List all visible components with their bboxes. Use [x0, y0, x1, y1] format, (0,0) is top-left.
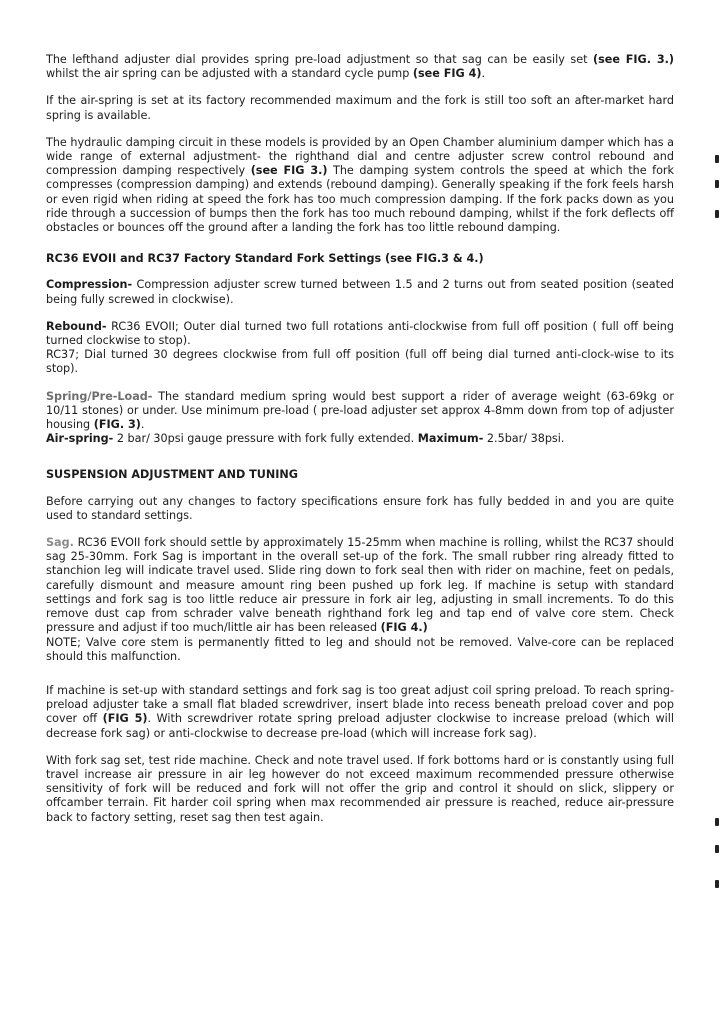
scan-edge-mark	[715, 155, 719, 163]
figure-reference: (see FIG 4)	[412, 67, 482, 81]
text: Compression adjuster screw turned between 1.5 and 2 turns out from seated position (seated being fully screwed in clockwise).	[46, 278, 674, 306]
text: The hydraulic damping circuit in these models is provided by an Open Chamber aluminium damper which has a wide range of external adjustment- the righthand dial and centre adjuster screw control rebound and compression damping respectively	[46, 135, 674, 178]
compression-setting	[46, 278, 674, 306]
text: The standard medium spring would best support a rider of average weight (63-69kg or 10/11 stones) or under. Use minimum pre-load ( pre-load adjuster set approx 4-8mm down from top of adjuster housing	[46, 389, 674, 432]
rebound-setting-rc37: RC37; Dial turned 30 degrees clockwise from full off position (full off being dial turned anti-clock-wise to its stop).	[46, 348, 674, 376]
setting-label: Spring/Pre-Load-	[46, 389, 153, 403]
figure-reference: (FIG 4.)	[380, 621, 428, 635]
figure-reference: (see FIG. 3.)	[592, 53, 674, 66]
setting-label: Air-spring-	[46, 432, 114, 446]
paragraph-sag	[46, 536, 674, 635]
text: RC36 EVOII fork should settle by approximately 15-25mm when machine is rolling, whilst the RC37 should sag 25-30mm. Fork Sag is important in the overall set-up of the fork. The small rubber ring already fitted to stanchion leg will indicate travel used. Slide ring down to fork seal then with rider on machine, feet on pedals, carefully dismount and measure amount ring been pushed up fork leg. If machine is setup with standard settings and fork sag is too little reduce air pressure in fork air leg, adjusting in small increments. To do this remove dust cap from schrader valve beneath righthand fork leg and tap end of valve core stem. Check pressure and adjust if too much/little air has been released	[46, 536, 674, 635]
figure-reference: (FIG 5)	[102, 712, 148, 726]
air-spring-setting	[46, 432, 674, 446]
text: whilst the air spring can be adjusted with a standard cycle pump	[46, 67, 413, 81]
tuning-heading: SUSPENSION ADJUSTMENT AND TUNING	[46, 468, 298, 482]
text: .	[140, 418, 145, 432]
text: .	[481, 67, 486, 81]
text: 2 bar/ 30psi gauge pressure with fork fully extended.	[113, 432, 418, 446]
paragraph-test-ride: With fork sag set, test ride machine. Check and note travel used. If fork bottoms hard or is constantly using full travel increase air pressure in air leg however do not exceed maximum recommended pressure otherwise sensitivity of fork will be reduced and fork will not offer the grip and control it should on slick, slippery or offcamber terrain. Fit harder coil spring when max recommended air pressure is reached, reduce air-pressure back to factory setting, reset sag then test again.	[46, 753, 674, 824]
paragraph-aftermarket-spring: If the air-spring is set at its factory recommended maximum and the fork is still too soft an after-market hard spring is available.	[46, 94, 674, 122]
figure-reference: (FIG. 3)	[93, 418, 141, 432]
figure-reference: (see FIG 3.)	[250, 164, 328, 178]
paragraph-coil-preload	[46, 684, 674, 741]
scan-edge-mark	[715, 210, 719, 218]
setting-label: Compression-	[46, 278, 133, 292]
paragraph-preload-adjustment	[46, 53, 674, 81]
setting-label: Maximum-	[417, 432, 484, 446]
spring-preload-setting	[46, 390, 674, 433]
text: RC36 EVOII; Outer dial turned two full rotations anti-clockwise from full off position ( full off being turned clockwise to stop).	[46, 319, 674, 348]
text: The damping system controls the speed at which the fork compresses (compression damping) and extends (rebound damping). Generally speaking if the fork feels harsh or even rigid when riding at speed the fork has too much compression damping. If the fork packs down as you ride through a succession of bumps then the fork has too much rebound damping, whilst if the fork deflects off obstacles or bounces off the ground after a landing the fork has too little rebound damping.	[46, 164, 674, 235]
scan-edge-mark	[715, 880, 719, 888]
paragraph-note: NOTE; Valve core stem is permanently fitted to leg and should not be removed. Valve-core can be replaced should this malfunction.	[46, 635, 674, 663]
paragraph-before-changes: Before carrying out any changes to factory specifications ensure fork has fully bedded in and you are quite used to standard settings.	[46, 494, 674, 522]
scan-edge-mark	[715, 818, 719, 826]
text: . With screwdriver rotate spring preload adjuster clockwise to increase preload (which will decrease fork sag) or anti-clockwise to decrease pre-load (which will increase fork sag).	[46, 712, 674, 740]
settings-heading: RC36 EVOII and RC37 Factory Standard Fork Settings (see FIG.3 & 4.)	[46, 252, 484, 266]
document-page	[46, 53, 674, 838]
section-label: Sag.	[46, 536, 74, 550]
text: The lefthand adjuster dial provides spring pre-load adjustment so that sag can be easily set	[46, 53, 593, 66]
paragraph-hydraulic-damping	[46, 136, 674, 235]
scan-edge-mark	[715, 845, 719, 853]
scan-edge-mark	[715, 180, 719, 188]
text: 2.5bar/ 38psi.	[483, 432, 565, 446]
rebound-setting	[46, 320, 674, 348]
setting-label: Rebound-	[46, 319, 107, 333]
text: If machine is set-up with standard settings and fork sag is too great adjust coil spring preload. To reach spring-preload adjuster take a small flat bladed screwdriver, insert blade into recess beneath preload cover and pop cover off	[46, 683, 674, 726]
